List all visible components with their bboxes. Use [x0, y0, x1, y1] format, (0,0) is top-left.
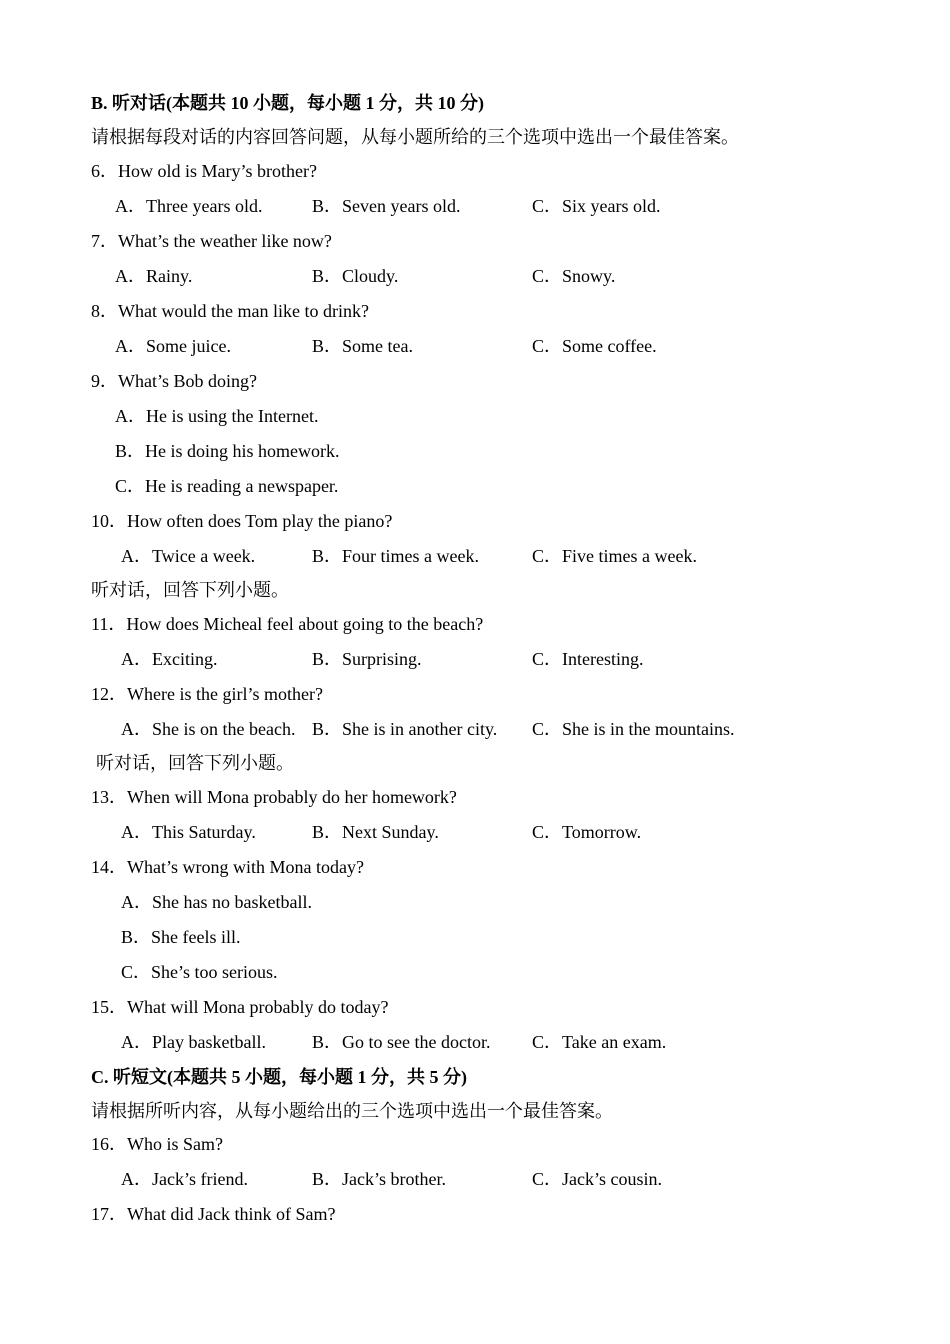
q8-option-b: B．Some tea. [312, 336, 413, 356]
listen-note-1: 听对话，回答下列小题。 [91, 580, 289, 600]
question-6: 6．How old is Mary’s brother? [91, 161, 317, 181]
q9-option-b: B．He is doing his homework. [115, 441, 340, 461]
question-9: 9．What’s Bob doing? [91, 371, 257, 391]
question-12: 12．Where is the girl’s mother? [91, 684, 323, 704]
q11-option-c: C．Interesting. [532, 649, 644, 669]
question-16: 16．Who is Sam? [91, 1134, 223, 1154]
q15-option-b: B．Go to see the doctor. [312, 1032, 491, 1052]
q16-option-a: A．Jack’s friend. [121, 1169, 248, 1189]
q12-option-b: B．She is in another city. [312, 719, 498, 739]
q11-option-b: B．Surprising. [312, 649, 422, 669]
listen-note-2: 听对话，回答下列小题。 [96, 753, 294, 773]
q12-option-c: C．She is in the mountains. [532, 719, 735, 739]
q13-option-a: A．This Saturday. [121, 822, 256, 842]
question-7: 7．What’s the weather like now? [91, 231, 332, 251]
q16-option-c: C．Jack’s cousin. [532, 1169, 662, 1189]
q9-option-c: C．He is reading a newspaper. [115, 476, 339, 496]
section-c-heading: C. 听短文(本题共 5 小题，每小题 1 分，共 5 分) [91, 1067, 467, 1087]
q8-option-c: C．Some coffee. [532, 336, 657, 356]
q7-option-b: B．Cloudy. [312, 266, 399, 286]
q6-option-b: B．Seven years old. [312, 196, 461, 216]
q9-option-a: A．He is using the Internet. [115, 406, 319, 426]
q13-option-b: B．Next Sunday. [312, 822, 439, 842]
question-14: 14．What’s wrong with Mona today? [91, 857, 364, 877]
q10-option-a: A．Twice a week. [121, 546, 256, 566]
q13-option-c: C．Tomorrow. [532, 822, 642, 842]
q10-option-b: B．Four times a week. [312, 546, 479, 566]
q11-option-a: A．Exciting. [121, 649, 218, 669]
q15-option-c: C．Take an exam. [532, 1032, 667, 1052]
q7-option-c: C．Snowy. [532, 266, 616, 286]
question-15: 15．What will Mona probably do today? [91, 997, 389, 1017]
q12-option-a: A．She is on the beach. [121, 719, 296, 739]
q14-option-c: C．She’s too serious. [121, 962, 278, 982]
q14-option-b: B．She feels ill. [121, 927, 241, 947]
question-13: 13．When will Mona probably do her homework? [91, 787, 457, 807]
q15-option-a: A．Play basketball. [121, 1032, 266, 1052]
question-11: 11．How does Micheal feel about going to the beach? [91, 614, 484, 634]
question-8: 8．What would the man like to drink? [91, 301, 369, 321]
section-c-instruction: 请根据所听内容，从每小题给出的三个选项中选出一个最佳答案。 [91, 1101, 613, 1121]
q8-option-a: A．Some juice. [115, 336, 231, 356]
question-10: 10．How often does Tom play the piano? [91, 511, 393, 531]
section-b-heading: B. 听对话(本题共 10 小题，每小题 1 分，共 10 分) [91, 93, 484, 113]
q6-option-a: A．Three years old. [115, 196, 263, 216]
section-b-instruction: 请根据每段对话的内容回答问题，从每小题所给的三个选项中选出一个最佳答案。 [91, 127, 739, 147]
q16-option-b: B．Jack’s brother. [312, 1169, 446, 1189]
q6-option-c: C．Six years old. [532, 196, 661, 216]
q10-option-c: C．Five times a week. [532, 546, 697, 566]
q7-option-a: A．Rainy. [115, 266, 193, 286]
question-17: 17．What did Jack think of Sam? [91, 1204, 336, 1224]
q14-option-a: A．She has no basketball. [121, 892, 312, 912]
